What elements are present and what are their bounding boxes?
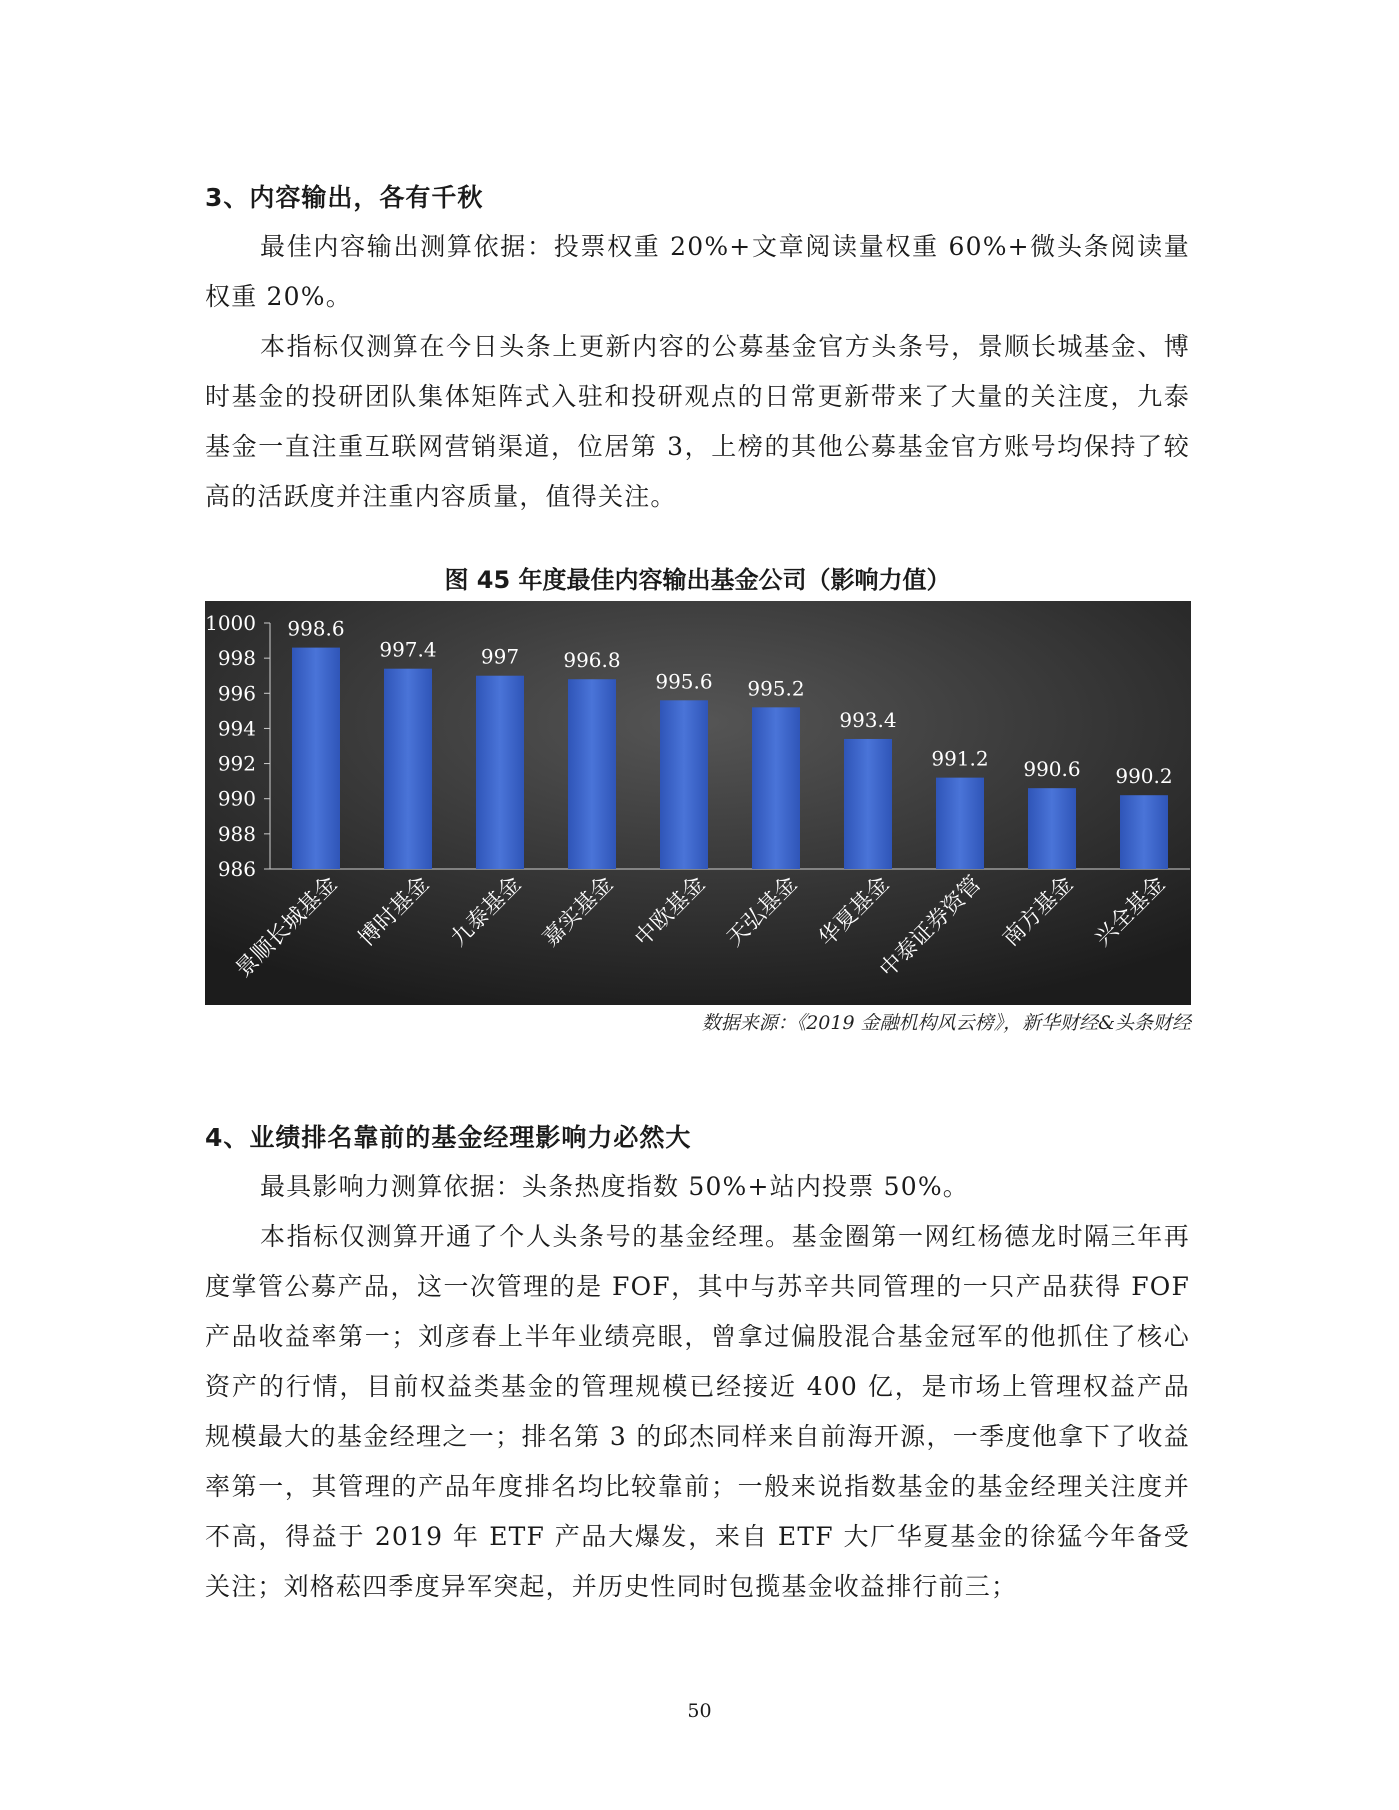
y-tick-label: 992: [217, 751, 256, 776]
figure-title: 图 45 年度最佳内容输出基金公司（影响力值）: [444, 566, 951, 594]
bar-chart: [205, 601, 1191, 1005]
y-tick-label: 988: [217, 821, 256, 846]
category-label: 南方基金: [998, 871, 1079, 952]
data-label: 990.2: [1115, 764, 1173, 789]
category-label: 华夏基金: [814, 871, 895, 952]
data-label: 995.2: [747, 676, 805, 701]
bar: [1120, 795, 1168, 869]
data-label: 993.4: [839, 707, 897, 732]
data-label: 991.2: [931, 746, 989, 771]
bar: [844, 739, 892, 869]
data-label: 996.8: [563, 648, 621, 673]
category-label: 嘉实基金: [538, 871, 619, 952]
bar: [292, 648, 340, 869]
y-tick-label: 1000: [205, 611, 256, 635]
bar: [1028, 788, 1076, 869]
bar: [384, 669, 432, 869]
data-label: 997: [480, 644, 520, 669]
section-3-basis: 最佳内容输出测算依据：投票权重 20%+文章阅读量权重 60%+微头条阅读量权重 20%。: [205, 232, 1190, 311]
bar: [936, 778, 984, 869]
figure-source: 数据来源：《2019 金融机构风云榜》，新华财经&头条财经: [701, 1012, 1191, 1034]
y-tick-label: 986: [217, 857, 256, 881]
category-label: 兴全基金: [1090, 871, 1171, 952]
category-label: 九泰基金: [446, 871, 527, 952]
bar: [476, 676, 524, 869]
category-label: 中欧基金: [630, 871, 711, 952]
section-4-body: 本指标仅测算开通了个人头条号的基金经理。基金圈第一网红杨德龙时隔三年再度掌管公募产品，这一次管理的是 FOF，其中与苏辛共同管理的一只产品获得 FOF 产品收益率第一；刘彦春上半年业绩亮眼，曾拿过偏股混合基金冠军的他抓住了核心资产的行情，目前权益类基金的管理规模已经接近 400 亿，是市场上管理权益产品规模最大的基金经理之一；排名第 3 的邱杰同样来自前海开源，一季度他拿下了收益率第一，其管理的产品年度排名均比较靠前；一般来说指数基金的基金经理关注度并不高，得益于 2019 年 ETF 产品大爆发，来自 ETF 大厂华夏基金的徐猛今年备受关注；刘格菘四季度异军突起，并历史性同时包揽基金收益排行前三；: [205, 1222, 1190, 1601]
data-label: 997.4: [379, 637, 437, 662]
y-tick-label: 994: [217, 716, 256, 741]
section-4-basis: 最具影响力测算依据：头条热度指数 50%+站内投票 50%。: [260, 1172, 969, 1201]
y-tick-label: 990: [217, 786, 256, 811]
y-tick-label: 996: [217, 681, 256, 706]
section-3-heading: 3、内容输出，各有千秋: [205, 183, 484, 212]
data-label: 998.6: [287, 616, 345, 641]
data-label: 990.6: [1023, 757, 1081, 782]
bar: [568, 679, 616, 869]
section-4-heading: 4、业绩排名靠前的基金经理影响力必然大: [205, 1123, 692, 1152]
y-tick-label: 998: [217, 646, 256, 671]
page-number: 50: [687, 1700, 712, 1722]
bar: [660, 700, 708, 869]
data-label: 995.6: [655, 669, 713, 694]
section-3-body: 本指标仅测算在今日头条上更新内容的公募基金官方头条号，景顺长城基金、博时基金的投研团队集体矩阵式入驻和投研观点的日常更新带来了大量的关注度，九泰基金一直注重互联网营销渠道，位居第 3，上榜的其他公募基金官方账号均保持了较高的活跃度并注重内容质量，值得关注。: [205, 332, 1190, 511]
category-label: 中泰证券资管: [875, 871, 987, 983]
category-label: 博时基金: [354, 871, 435, 952]
category-label: 天弘基金: [722, 871, 803, 952]
bar: [752, 707, 800, 869]
category-label: 景顺长城基金: [231, 871, 343, 983]
